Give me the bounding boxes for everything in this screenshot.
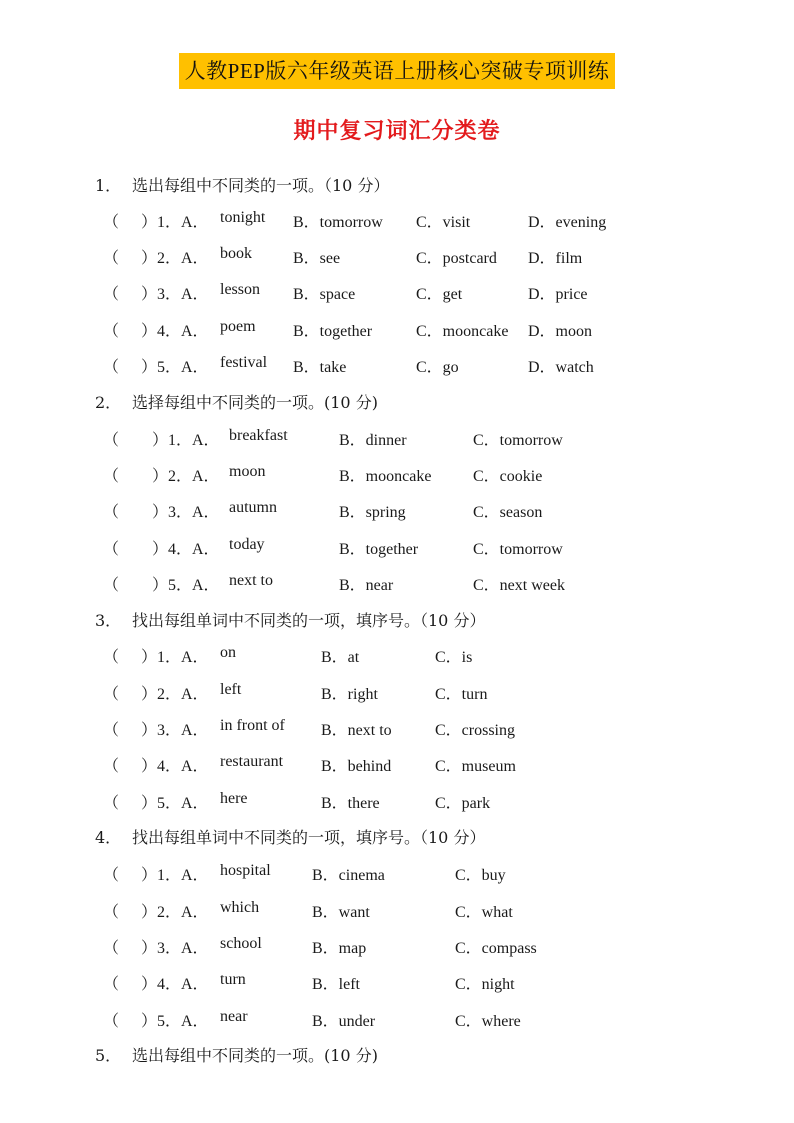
section-3-heading: 3． 找出每组单词中不同类的一项，填序号。（10 分） <box>95 611 486 630</box>
section-2-heading: 2． 选择每组中不同类的一项。(10 分) <box>95 393 378 412</box>
page-subtitle: 期中复习词汇分类卷 <box>293 119 501 144</box>
section-5-heading: 5． 选出每组中不同类的一项。(10 分) <box>95 1046 378 1065</box>
title-banner <box>0 53 794 89</box>
page-title: 人教PEP版六年级英语上册核心突破专项训练 <box>179 53 616 89</box>
section-4-heading: 4． 找出每组单词中不同类的一项，填序号。（10 分） <box>95 828 486 847</box>
section-1-heading: 1． 选出每组中不同类的一项。（10 分） <box>95 176 390 195</box>
